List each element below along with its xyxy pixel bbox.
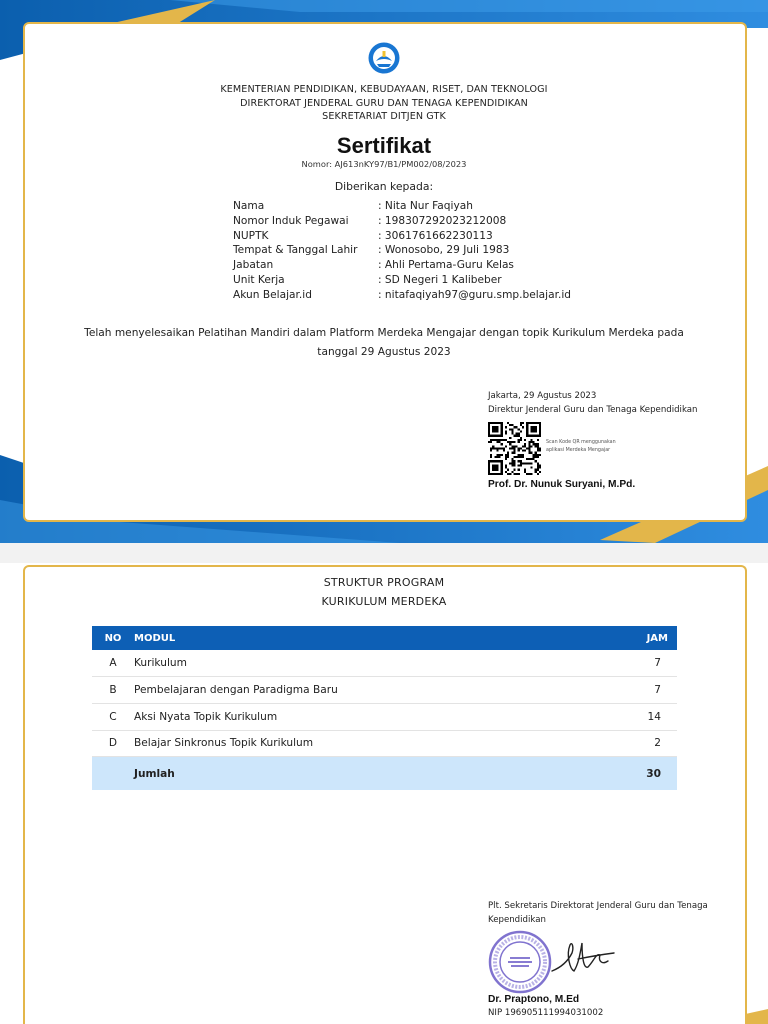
row-jam: 14 [617,703,677,730]
row-modul: Aksi Nyata Topik Kurikulum [134,703,617,730]
field-label: Tempat & Tanggal Lahir [233,244,358,257]
program-title-line-1: STRUKTUR PROGRAM [323,576,445,589]
row-modul: Pembelajaran dengan Paradigma Baru [134,677,617,704]
field-value: : nitafaqiyah97@guru.smp.belajar.id [378,288,572,301]
ministry-header-line-3: SEKRETARIAT DITJEN GTK [322,111,446,122]
info-row-ttl [233,244,571,259]
signer-position: Direktur Jenderal Guru dan Tenaga Kependidikan [488,404,698,415]
total-no [92,757,134,790]
row-modul: Belajar Sinkronus Topik Kurikulum [134,730,617,757]
table-header-row [92,626,677,650]
tut-wuri-handayani-logo [368,42,400,74]
given-to-label: Diberikan kepada: [334,180,434,193]
info-row-unit-kerja [233,274,571,289]
row-modul: Kurikulum [134,650,617,677]
total-label: Jumlah [134,757,617,790]
official-stamp-seal [488,930,552,994]
signer-name: Prof. Dr. Nunuk Suryani, M.Pd. [488,479,636,490]
row-jam: 7 [617,677,677,704]
qr-note-line-2: aplikasi Merdeka Mengajar [546,448,611,453]
info-row-akun [233,289,571,304]
completion-statement [80,324,688,362]
table-row [92,730,677,757]
info-row-nama [233,200,571,215]
row-jam: 7 [617,650,677,677]
ministry-header-line-1: KEMENTERIAN PENDIDIKAN, KEBUDAYAAN, RISET, DAN TEKNOLOGI [220,84,548,95]
field-label: Nama [233,200,265,212]
header-modul: MODUL [134,626,617,650]
ministry-header-line-2: DIREKTORAT JENDERAL GURU DAN TENAGA KEPENDIDIKAN [240,98,528,109]
table-row [92,650,677,677]
program-table [92,626,677,790]
place-date: Jakarta, 29 Agustus 2023 [488,391,597,401]
header-jam: JAM [617,626,677,650]
info-row-nip [233,215,571,230]
statement-line-2: tanggal 29 Agustus 2023 [317,346,451,358]
certificate-title: Sertifikat [336,133,432,158]
row-no: D [92,730,134,757]
program-structure-page [0,563,768,1024]
row-no: C [92,703,134,730]
row-no: A [92,650,134,677]
table-row [92,703,677,730]
signature-block [488,391,698,418]
field-label: Unit Kerja [233,273,285,286]
recipient-info [233,200,571,304]
field-value: : SD Negeri 1 Kalibeber [378,273,502,286]
field-value: : Wonosobo, 29 Juli 1983 [378,244,510,257]
statement-line-1: Telah menyelesaikan Pelatihan Mandiri dalam Platform Merdeka Mengajar dengan topik Kurikulum Merdeka pada [84,327,684,339]
info-row-nuptk [233,230,571,245]
total-row [92,757,677,790]
row-no: B [92,677,134,704]
info-row-jabatan [233,259,571,274]
field-value: : Nita Nur Faqiyah [378,200,473,212]
handwritten-signature [548,931,618,983]
field-label: Akun Belajar.id [233,288,312,301]
field-label: Nomor Induk Pegawai [233,214,349,227]
qr-note [546,439,616,455]
field-value: : 3061761662230113 [378,229,493,242]
secretary-signature-block [488,899,728,927]
secretary-nip: NIP 196905111994031002 [488,1008,604,1018]
secretary-position-line-2: Kependidikan [488,915,546,925]
field-value: : Ahli Pertama-Guru Kelas [378,259,514,272]
qr-note-line-1: Scan Kode QR menggunakan [546,440,616,445]
field-value: : 198307292023212008 [378,214,507,227]
secretary-name: Dr. Praptono, M.Ed [488,994,580,1005]
table-row [92,677,677,704]
page-gap [0,543,768,563]
row-jam: 2 [617,730,677,757]
field-label: NUPTK [233,229,269,242]
certificate-number: Nomor: AJ613nKY97/B1/PM002/08/2023 [301,159,467,169]
program-title-line-2: KURIKULUM MERDEKA [321,595,447,608]
total-value: 30 [617,757,677,790]
qr-code [488,422,541,475]
field-label: Jabatan [233,259,274,272]
header-no: NO [92,626,134,650]
secretary-position-line-1: Plt. Sekretaris Direktorat Jenderal Guru dan Tenaga [488,901,708,911]
